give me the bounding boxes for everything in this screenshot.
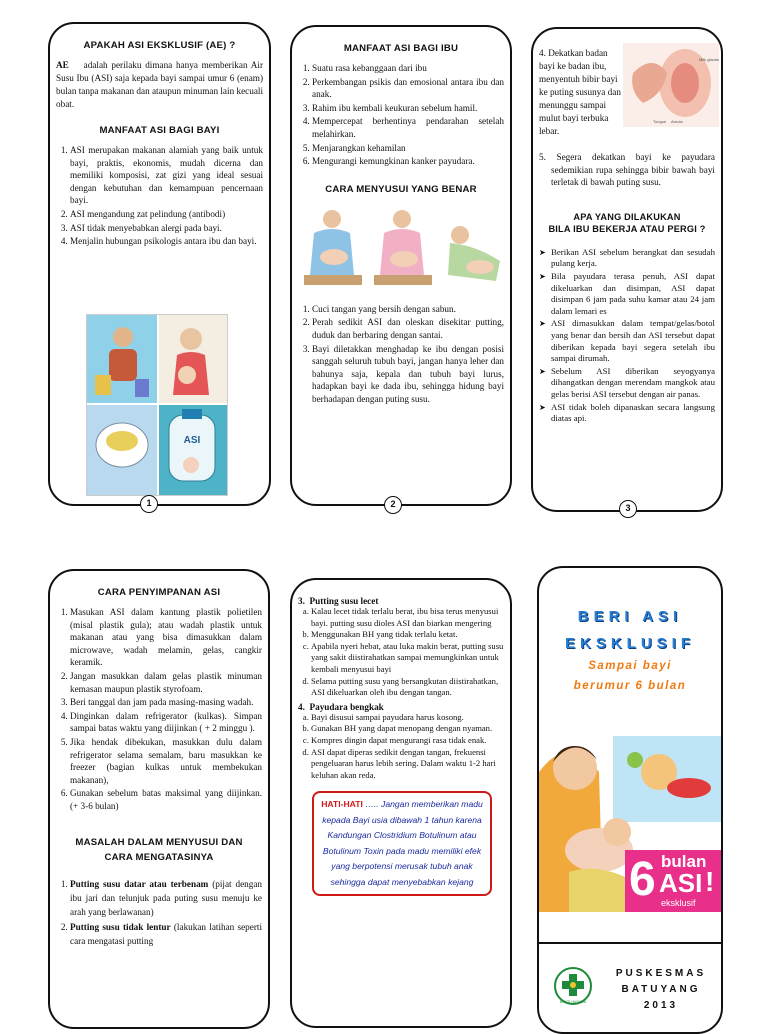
list-item: 6. Mengurangi kemungkinan kanker payudara. [312, 155, 504, 168]
lecet-list [298, 606, 504, 699]
list-item: 4. Dinginkan dalam refrigerator (kulkas). Simpan sampai batas waktu yang diijinkan ( + 2 minggu ). [70, 710, 262, 735]
org-name-1: PUSKESMAS [615, 968, 707, 979]
masalah-list [56, 877, 262, 948]
list-item: 2. ASI mengandung zat pelindung (antibodi) [70, 208, 263, 221]
cover-subtitle-1: Sampai bayi [588, 660, 672, 672]
page-number-2: 2 [384, 496, 402, 514]
list-item: 2. Perah sedikit ASI dan oleskan disekitar putting, duduk dan berbaring dengan santai. [312, 316, 504, 341]
bekerja-title-1: APA YANG DILAKUKAN [573, 211, 681, 222]
page-number-1: 1 [140, 495, 158, 513]
list-item: ➤ Berikan ASI sebelum berangkat dan sesudah pulang kerja. [551, 247, 715, 270]
list-item: b. Menggunakan BH yang tidak terlalu ketat. [311, 629, 504, 641]
svg-text:Milk glands: Milk glands [699, 57, 719, 62]
org-year: 2013 [643, 1000, 679, 1011]
step-4-text: 4. Dekatkan badan bayi ke badan ibu, menyentuh bibir bayi ke puting susunya dan menunggu sampai mulut bayi terbuka lebar. [539, 48, 621, 136]
svg-text:BAKTI HUSADA: BAKTI HUSADA [559, 1000, 587, 1004]
list-item: 1. Putting susu datar atau terbenam (pijat dengan ibu jari dan telunjuk pada puting susu menuju ke arah yang berlawanan) [70, 877, 262, 919]
lecet-heading: 3. Putting susu lecet [298, 596, 379, 606]
bengkak-list [298, 712, 504, 782]
list-item: 2. Jangan masukkan dalam gelas plastik minuman kemasan maupun plastik styrofoam. [70, 670, 262, 695]
list-item: 5. Menjarangkan kehamilan [312, 142, 504, 155]
breastfeeding-illustration [298, 203, 504, 299]
list-item: 4. Menjalin hubungan psikologis antara ibu dan bayi. [70, 235, 263, 248]
list-item: 5. Jika hendak dibekukan, masukkan dulu dalam refrigerator selama semalam, baru masukkan ke freezer (bagian kulkas untuk membekukan makanan), [70, 736, 262, 786]
bengkak-heading: 4. Payudara bengkak [298, 701, 384, 712]
list-item: 4. Mempercepat berhentinya pendarahan setelah melahirkan. [312, 115, 504, 140]
cara-menyusui-title: CARA MENYUSUI YANG BENAR [325, 183, 477, 195]
list-item: 3. Rahim ibu kembali keukuran sebelum hamil. [312, 102, 504, 115]
badge-eksklusif: eksklusif [661, 898, 696, 908]
penyimpanan-title: CARA PENYIMPANAN ASI [97, 587, 221, 598]
list-item: d. ASI dapat diperas sedikit dengan tangan, frekuensi pengeluaran harus lebih sering. Dalam waktu 1-2 hari keluhan akan reda. [311, 747, 504, 782]
list-item: c. Kompres dingin dapat mengurangi rasa tidak enak. [311, 735, 504, 747]
panel-1 [48, 22, 271, 506]
ae-definition: AE adalah perilaku dimana hanya memberikan Air Susu Ibu (ASI) saja kepada bayi sampai umur 6 (enam) bulan tanpa makanan dan ataupun minuman lain kecuali obat. [56, 60, 264, 109]
manfaat-bayi-list [56, 144, 263, 248]
honey-warning-box: HATI-HATI ….. Jangan memberikan madu kepada Bayi usia dibawah 1 tahun karena Kandungan Clostridium Botulinum atau Botulinum Toxin pada madu memiliki efek yang berpotensi merusak tubuh anak sehingga dapat menyebabkan kejang [312, 791, 492, 896]
list-item: 2. Perkembangan psikis dan emosional antara ibu dan anak. [312, 76, 504, 101]
panel-4 [48, 569, 270, 1029]
cover-title-2: EKSKLUSIF [564, 635, 695, 652]
cover-title-block [539, 608, 721, 692]
list-item: d. Selama putting susu yang bersangkutan diistirahatkan, ASI dikeluarkan oleh ibu dengan tangan. [311, 676, 504, 699]
list-item: 3. Bayi diletakkan menghadap ke ibu dengan posisi sanggah seluruh tubuh bayi, jangan hanya leher dan bahunya saja, kepala dan tubuh bayi lurus, hadapkan bayi ke dada ibu, sehingga hidung bayi berhadapan dengan puting susu. [312, 343, 504, 406]
list-item: 2. Putting susu tidak lentur (lakukan latihan seperti cara mengatasi putting [70, 920, 262, 948]
list-item: 1. Suatu rasa kebanggaan dari ibu [312, 62, 504, 75]
badge-exclamation: ! [705, 866, 715, 897]
list-item: 3. ASI tidak menyebabkan alergi pada bayi. [70, 222, 263, 235]
badge-six: 6 [629, 853, 656, 906]
penyimpanan-list [56, 606, 262, 813]
list-item: a. Kalau lecet tidak terlalu berat, ibu bisa terus menyusui bayi. putting susu dioles ASI dan biarkan mengering [311, 606, 504, 629]
badge-bulan: bulan [661, 852, 707, 871]
badge-asi: ASI [659, 868, 703, 898]
list-item: ➤ ASI tidak boleh dipanaskan secara langsung diatas api. [551, 402, 715, 425]
list-item: 6. Gunakan sebelum batas maksimal yang diijinkan. (+ 3-6 bulan) [70, 787, 262, 812]
org-name-2: BATUYANG [621, 984, 701, 995]
list-item: 3. Beri tanggal dan jam pada masing-masing wadah. [70, 696, 262, 709]
cover-subtitle-2: berumur 6 bulan [573, 680, 687, 692]
masalah-title: MASALAH DALAM MENYUSUI DAN CARA MENGATASINYA [75, 836, 243, 863]
svg-text:ASI: ASI [183, 435, 201, 446]
step-5-text: 5. Segera dekatkan bayi ke payudara sedemikian rupa sehingga bibir bawah bayi terletak di bawah puting susu. [539, 152, 715, 188]
list-item: 1. ASI merupakan makanan alamiah yang baik untuk bayi, praktis, ekonomis, mudah dicerna dan memiliki komposisi, zat gizi yang ideal sesuai dengan kebutuhan dan kemampuan pencernaan bayi. [70, 144, 263, 207]
baby-feeding-collage [86, 314, 228, 496]
cara-menyusui-steps [298, 303, 504, 406]
list-item: ➤ ASI dimasukkan dalam tempat/gelas/botol yang benar dan bersih dan ASI tersebut dapat diberikan kepada bayi segera setelah ibu sampai dirumah. [551, 318, 715, 364]
panel-3 [531, 27, 723, 512]
svg-text:Areola: Areola [671, 119, 683, 124]
panel-5 [290, 578, 512, 1028]
panel-2 [290, 25, 512, 506]
latch-diagram [623, 43, 719, 127]
cover-divider [539, 942, 721, 944]
list-item: c. Apabila nyeri hebat, atau luka makin berat, putting susu yang sakit diistirahatkan sampai memungkinkan untuk kembali menyusui bayi [311, 641, 504, 676]
list-item: 1. Cuci tangan yang bersih dengan sabun. [312, 303, 504, 316]
panel1-title: APAKAH ASI EKSKLUSIF (AE) ? [83, 40, 236, 51]
list-item: b. Gunakan BH yang dapat menopang dengan nyaman. [311, 723, 504, 735]
org-block [601, 966, 721, 1014]
bekerja-title-2: BILA IBU BEKERJA ATAU PERGI ? [548, 223, 706, 234]
manfaat-ibu-title: MANFAAT ASI BAGI IBU [343, 43, 459, 54]
svg-text:Tongue: Tongue [653, 119, 667, 124]
list-item: 1. Masukan ASI dalam kantung plastik polietilen (misal plastik gula); atau wadah plastik untuk makanan atau yang bisa dimasukkan dalam microwave, wadah melamin, gelas, cangkir keramik. [70, 606, 262, 669]
latch-section [539, 47, 719, 159]
cover-title-1: BERI ASI [577, 608, 683, 625]
page-number-3: 3 [619, 500, 637, 518]
bekerja-list [539, 247, 715, 425]
panel-6-cover [537, 566, 723, 1034]
manfaat-ibu-list [298, 62, 504, 168]
bakti-husada-logo [553, 966, 593, 1006]
6-bulan-asi-badge [625, 850, 723, 912]
list-item: ➤ Bila payudara terasa penuh, ASI dapat dikeluarkan dan disimpan, ASI dapat disimpan 6 jam pada suhu kamar atau 24 jam dalam lemari es [551, 271, 715, 317]
manfaat-bayi-title: MANFAAT ASI BAGI BAYI [99, 125, 220, 136]
list-item: a. Bayi disusui sampai payudara harus kosong. [311, 712, 504, 724]
list-item: ➤ Sebelum ASI diberikan seyogyanya dihangatkan dengan merendam mangkok atau gelas berisi ASI tersebut dengan air panas. [551, 366, 715, 401]
